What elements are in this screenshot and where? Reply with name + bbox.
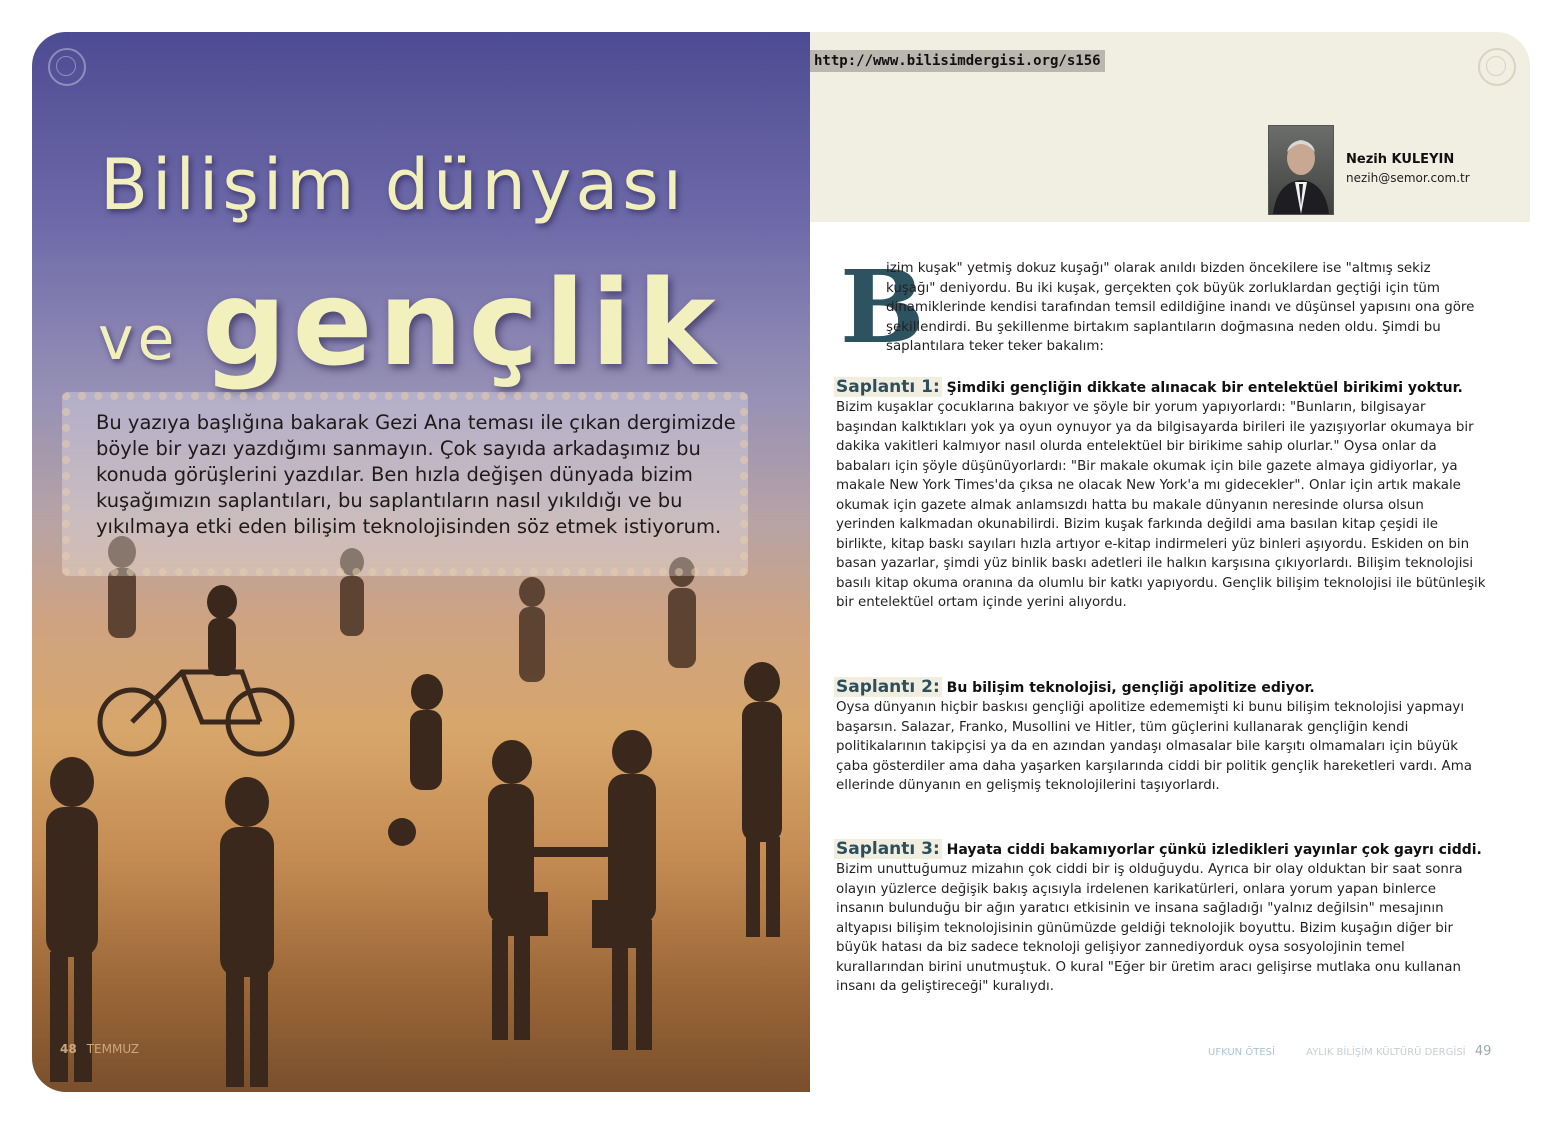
right-folio bbox=[1208, 1044, 1491, 1059]
right-page-number: 49 bbox=[1474, 1044, 1492, 1059]
left-folio-text: TEMMUZ bbox=[86, 1042, 140, 1056]
seal-icon bbox=[48, 48, 86, 86]
section-label: Saplantı 3: bbox=[836, 839, 940, 859]
section-title: Bu bilişim teknolojisi, gençliği apolitize ediyor. bbox=[946, 680, 1315, 696]
section-label: Saplantı 2: bbox=[836, 677, 940, 697]
right-page bbox=[810, 32, 1530, 1092]
section-1 bbox=[836, 378, 1486, 613]
author-email[interactable]: nezih@semor.com.tr bbox=[1346, 171, 1470, 185]
headline-word: gençlik bbox=[202, 254, 722, 392]
section-body: Oysa dünyanın hiçbir baskısı gençliği apolitize edememişti ki bunu bilişim teknolojisi yapmayı başarsın. Salazar, Franko, Musollini ve Hitler, tüm güçlerini kullanarak gençliğin kendi politikalarının takipçisi ya da en azından yandaşı olmasalar bile karşıtı olmamaları için büyük çaba gösterdiler ama daha yaşarken karşılarında ciddi bir politik gençlik hareketleri vardı. Ama ellerinde dünyanın en gelişmiş teknolojilerini taşıyorlardı. bbox=[836, 700, 1472, 793]
header-band bbox=[810, 32, 1530, 222]
drop-cap: B bbox=[840, 248, 925, 366]
section-heading bbox=[836, 378, 1486, 398]
seal-icon bbox=[1478, 48, 1516, 86]
section-label: Saplantı 1: bbox=[836, 377, 940, 397]
article-url[interactable]: http://www.bilisimdergisi.org/s156 bbox=[810, 50, 1105, 72]
intro-paragraph: izim kuşak" yetmiş dokuz kuşağı" olarak anıldı bizden öncekilere ise "altmış sekiz kuşağı" deniyordu. Bu iki kuşak, gerçekten çok büyük zorluklardan geçtiği için tüm dinamiklerinde kendisi tarafından temsil edildiğine inandı ve düşünsel yapısını ona göre şekillendirdi. Bu şekillenme birtakım saplantıların doğmasına neden oldu. Şimdi bu saplantılara teker teker bakalım: bbox=[886, 261, 1475, 354]
author-photo bbox=[1268, 125, 1334, 215]
left-page bbox=[32, 32, 810, 1092]
left-page-number: 48 bbox=[60, 1042, 77, 1056]
headline-line-1: Bilişim dünyası bbox=[100, 144, 687, 226]
magazine-spread bbox=[32, 32, 1530, 1092]
section-2 bbox=[836, 678, 1486, 796]
folio-publication: AYLIK BİLİŞİM KÜLTÜRÜ DERGİSİ bbox=[1306, 1047, 1466, 1058]
folio-section: UFKUN ÖTESİ bbox=[1208, 1047, 1275, 1058]
author-name: Nezih KULEYIN bbox=[1346, 152, 1455, 167]
silhouette-illustration bbox=[32, 532, 810, 1092]
section-body: Bizim kuşaklar çocuklarına bakıyor ve şöyle bir yorum yapıyorlardı: "Bunların, bilgisayar başından kalktıkları yok ya oyun oynuyor ya da bilgisayarda birileri ile yazışıyorlar okumaya bir dakika vakitleri kalmıyor nasıl olurda entelektüel bir birikime sahip olurlar." Oysa onlar da babaları için şöyle düşünüyorlardı: "Bir makale okumak için bile gazete almaya gidiyorlar, ya makale New York Times'da çıksa ne olacak New York'a mı gidecekler". Onlar için artık makale okumak için gazete almak anlamsızdı hatta bu makale dünyanın neresinde olursa olsun yerinden kalkmadan okunabilirdi. Bizim kuşak farkında değildi ama basılan kitap çeşidi ile birlikte, kitap baskı sayıları hızla artıyor e-kitap indirmeleri yüz binleri aşıyordu. Eskiden on bin basan yazarlar, şimdi yüz binlik baskı adetleri ile halkın karşısına çıkıyorlardı. Bilişim teknolojisi basılı kitap okuma oranına da olumlu bir katkı yapıyordu. Gençlik bilişim teknolojisi ile bütünleşik bir entelektüel ortam içinde yerini alıyordu. bbox=[836, 400, 1486, 610]
section-body: Bizim unuttuğumuz mizahın çok ciddi bir iş olduğuydu. Ayrıca bir olay olduktan bir saat sonra olayın yüzlerce değişik bakış açısıyla irdelenen karikatürleri, onlara yorum yapan binlerce insanın bulunduğu bir ağın yaratıcı etkisinin ve insana sağladığı "yalnız değilsin" mesajının altyapısı bilişim teknolojisinin günümüzde geldiği teknolojik boyuttu. Bizim kuşağın diğer bir büyük hatası da biz sadece teknoloji gelişiyor zannediyorduk oysa sosyolojinin temel kurallarından birini unutmuştuk. O kural "Eğer bir üretim aracı gelişirse mutlaka onu kullanan insanı da geliştireceği" kuralıydı. bbox=[836, 862, 1463, 994]
left-folio bbox=[60, 1042, 139, 1056]
section-title: Hayata ciddi bakamıyorlar çünkü izledikleri yayınlar çok gayrı ciddi. bbox=[946, 842, 1482, 858]
section-heading bbox=[836, 678, 1486, 698]
headline-ve: ve bbox=[98, 304, 179, 374]
section-heading bbox=[836, 840, 1486, 860]
section-3 bbox=[836, 840, 1486, 997]
section-title: Şimdiki gençliğin dikkate alınacak bir entelektüel birikimi yoktur. bbox=[946, 380, 1463, 396]
intro-text: Bu yazıya başlığına bakarak Gezi Ana teması ile çıkan dergimizde böyle bir yazı yazdığımı sanmayın. Çok sayıda arkadaşımız bu konuda görüşlerini yazdılar. Ben hızla değişen dünyada bizim kuşağımızın saplantıları, bu saplantıların nasıl yıkıldığı ve bu yıkılmaya etki eden bilişim teknolojisinden söz etmek istiyorum. bbox=[96, 411, 736, 538]
